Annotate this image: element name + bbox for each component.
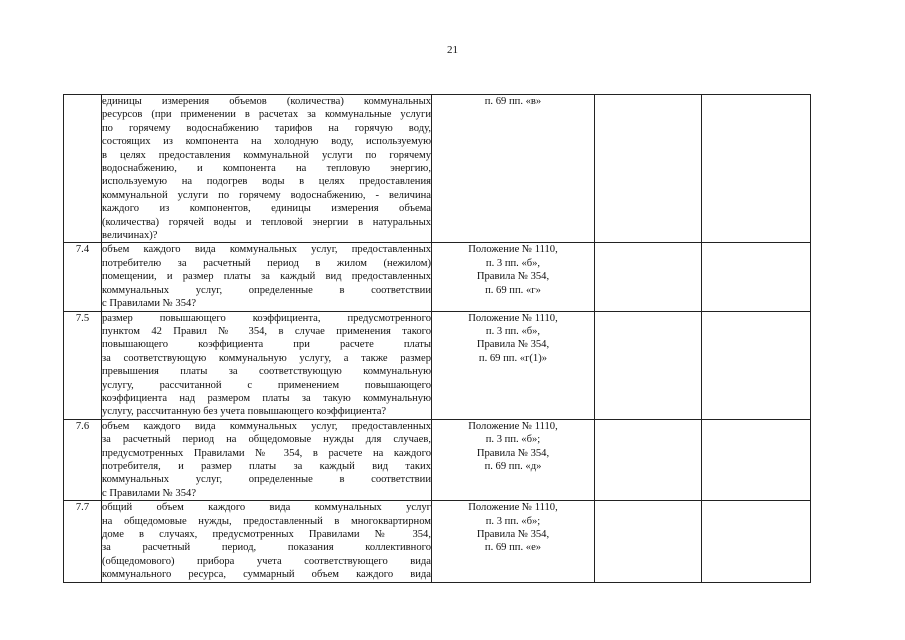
question-text	[102, 501, 432, 582]
item-number	[64, 95, 102, 243]
table-row	[64, 419, 811, 500]
answer-cell[interactable]	[595, 243, 702, 311]
question-line: услугу, рассчитанной с применением повышающего	[102, 379, 431, 391]
reference-line: п. 3 пп. «б»;	[485, 515, 541, 527]
question-line: каждого из компонентов, единицы измерения объема	[102, 203, 431, 215]
answer-cell[interactable]	[595, 311, 702, 419]
answer-cell[interactable]	[595, 501, 702, 582]
legal-reference	[432, 419, 595, 500]
question-line: доме в случаях, предусмотренных Правилами № 354,	[102, 529, 431, 540]
question-text	[102, 243, 432, 311]
question-line: с Правилами № 354?	[102, 487, 197, 499]
reference-line: п. 69 пп. «е»	[484, 542, 542, 554]
question-line: в целях предоставления коммунальной услуги по горячему	[102, 149, 431, 161]
question-text	[102, 311, 432, 419]
question-line: размер повышающего коэффициента, предусмотренного	[102, 312, 431, 324]
legal-reference	[432, 95, 595, 243]
question-line: превышения платы за соответствующую коммунальную	[102, 366, 431, 378]
note-cell[interactable]	[702, 243, 811, 311]
question-line: величинах)?	[102, 230, 158, 242]
question-line: предусмотренных Правилами № 354, в расчете на каждого	[102, 447, 431, 459]
reference-line: п. 69 пп. «в»	[484, 96, 542, 107]
reference-line: Положение № 1110,	[468, 312, 558, 324]
reference-line: п. 3 пп. «б»,	[485, 325, 541, 337]
reference-line: п. 69 пп. «г(1)»	[478, 352, 548, 364]
note-cell[interactable]	[702, 501, 811, 582]
question-line: объем каждого вида коммунальных услуг, предоставленных	[102, 420, 431, 432]
reference-line: Положение № 1110,	[468, 420, 558, 432]
question-line: водоснабжению, и компонента на тепловую энергию,	[102, 163, 431, 175]
question-line: коэффициента над размером платы за такую коммунальную	[102, 392, 431, 404]
question-line: единицы измерения объемов (количества) коммунальных	[102, 96, 431, 107]
question-line: за соответствующую коммунальную услугу, а также размер	[102, 352, 431, 364]
question-line: помещении, и размер платы за каждый вид предоставленных	[102, 271, 431, 283]
reference-line: п. 69 пп. «г»	[485, 284, 541, 296]
question-line: используемую на подогрев воды в целях предоставления	[102, 176, 431, 188]
reference-line: п. 3 пп. «б»,	[485, 257, 541, 269]
question-line: за расчетный период на общедомовые нужды для случаев,	[102, 434, 431, 446]
question-line: за расчетный период, показания коллективного	[102, 542, 431, 554]
question-line: услугу, рассчитанную без учета повышающего коэффициента?	[102, 406, 387, 418]
question-line: (количества) горячей воды и тепловой энергии в натуральных	[102, 216, 431, 228]
question-line: коммунальных услуг, определенные в соответствии	[102, 474, 431, 486]
question-line: ресурсов (при применении в расчетах за коммунальные услуги	[102, 109, 431, 121]
reference-line: Правила № 354,	[476, 447, 550, 459]
question-line: на общедомовые нужды, предоставленный в многоквартирном	[102, 515, 431, 527]
item-number: 7.6	[64, 419, 102, 500]
question-line: с Правилами № 354?	[102, 298, 197, 310]
reference-line: Правила № 354,	[476, 271, 550, 283]
reference-line: Положение № 1110,	[468, 502, 558, 514]
question-line: (общедомового) прибора учета соответствующего вида	[102, 555, 431, 567]
legal-reference	[432, 311, 595, 419]
question-line: повышающего коэффициента при расчете платы	[102, 339, 431, 351]
question-line: пунктом 42 Правил № 354, в случае применения такого	[102, 325, 431, 337]
answer-cell[interactable]	[595, 95, 702, 243]
question-text	[102, 419, 432, 500]
reference-line: Положение № 1110,	[468, 244, 558, 256]
legal-reference	[432, 243, 595, 311]
note-cell[interactable]	[702, 95, 811, 243]
table-row	[64, 311, 811, 419]
question-line: объем каждого вида коммунальных услуг, предоставленных	[102, 244, 431, 256]
question-line: потребителя, и размер платы за каждый вид таких	[102, 460, 431, 472]
reference-line: Правила № 354,	[476, 339, 550, 351]
question-line: состоящих из компонента на холодную воду, используемую	[102, 136, 431, 148]
legal-reference	[432, 501, 595, 582]
question-text	[102, 95, 432, 243]
note-cell[interactable]	[702, 311, 811, 419]
table-row	[64, 95, 811, 243]
item-number: 7.4	[64, 243, 102, 311]
question-line: коммунального ресурса, суммарный объем каждого вида	[102, 569, 431, 581]
table-row	[64, 243, 811, 311]
reference-line: Правила № 354,	[476, 529, 550, 540]
reference-line: п. 3 пп. «б»;	[485, 434, 541, 446]
question-line: потребителю за расчетный период в жилом (нежилом)	[102, 257, 431, 269]
question-line: коммунальных услуг, определенные в соответствии	[102, 284, 431, 296]
item-number: 7.5	[64, 311, 102, 419]
reference-line: п. 69 пп. «д»	[484, 460, 542, 472]
question-line: коммунальной услуги по горячему водоснабжению, - величина	[102, 189, 431, 201]
checklist-table	[63, 94, 811, 583]
table-row	[64, 501, 811, 582]
page-number: 21	[447, 44, 458, 56]
answer-cell[interactable]	[595, 419, 702, 500]
question-line: по горячему водоснабжению тарифов на горячую воду,	[102, 122, 431, 134]
note-cell[interactable]	[702, 419, 811, 500]
item-number: 7.7	[64, 501, 102, 582]
question-line: общий объем каждого вида коммунальных услуг	[102, 502, 431, 514]
